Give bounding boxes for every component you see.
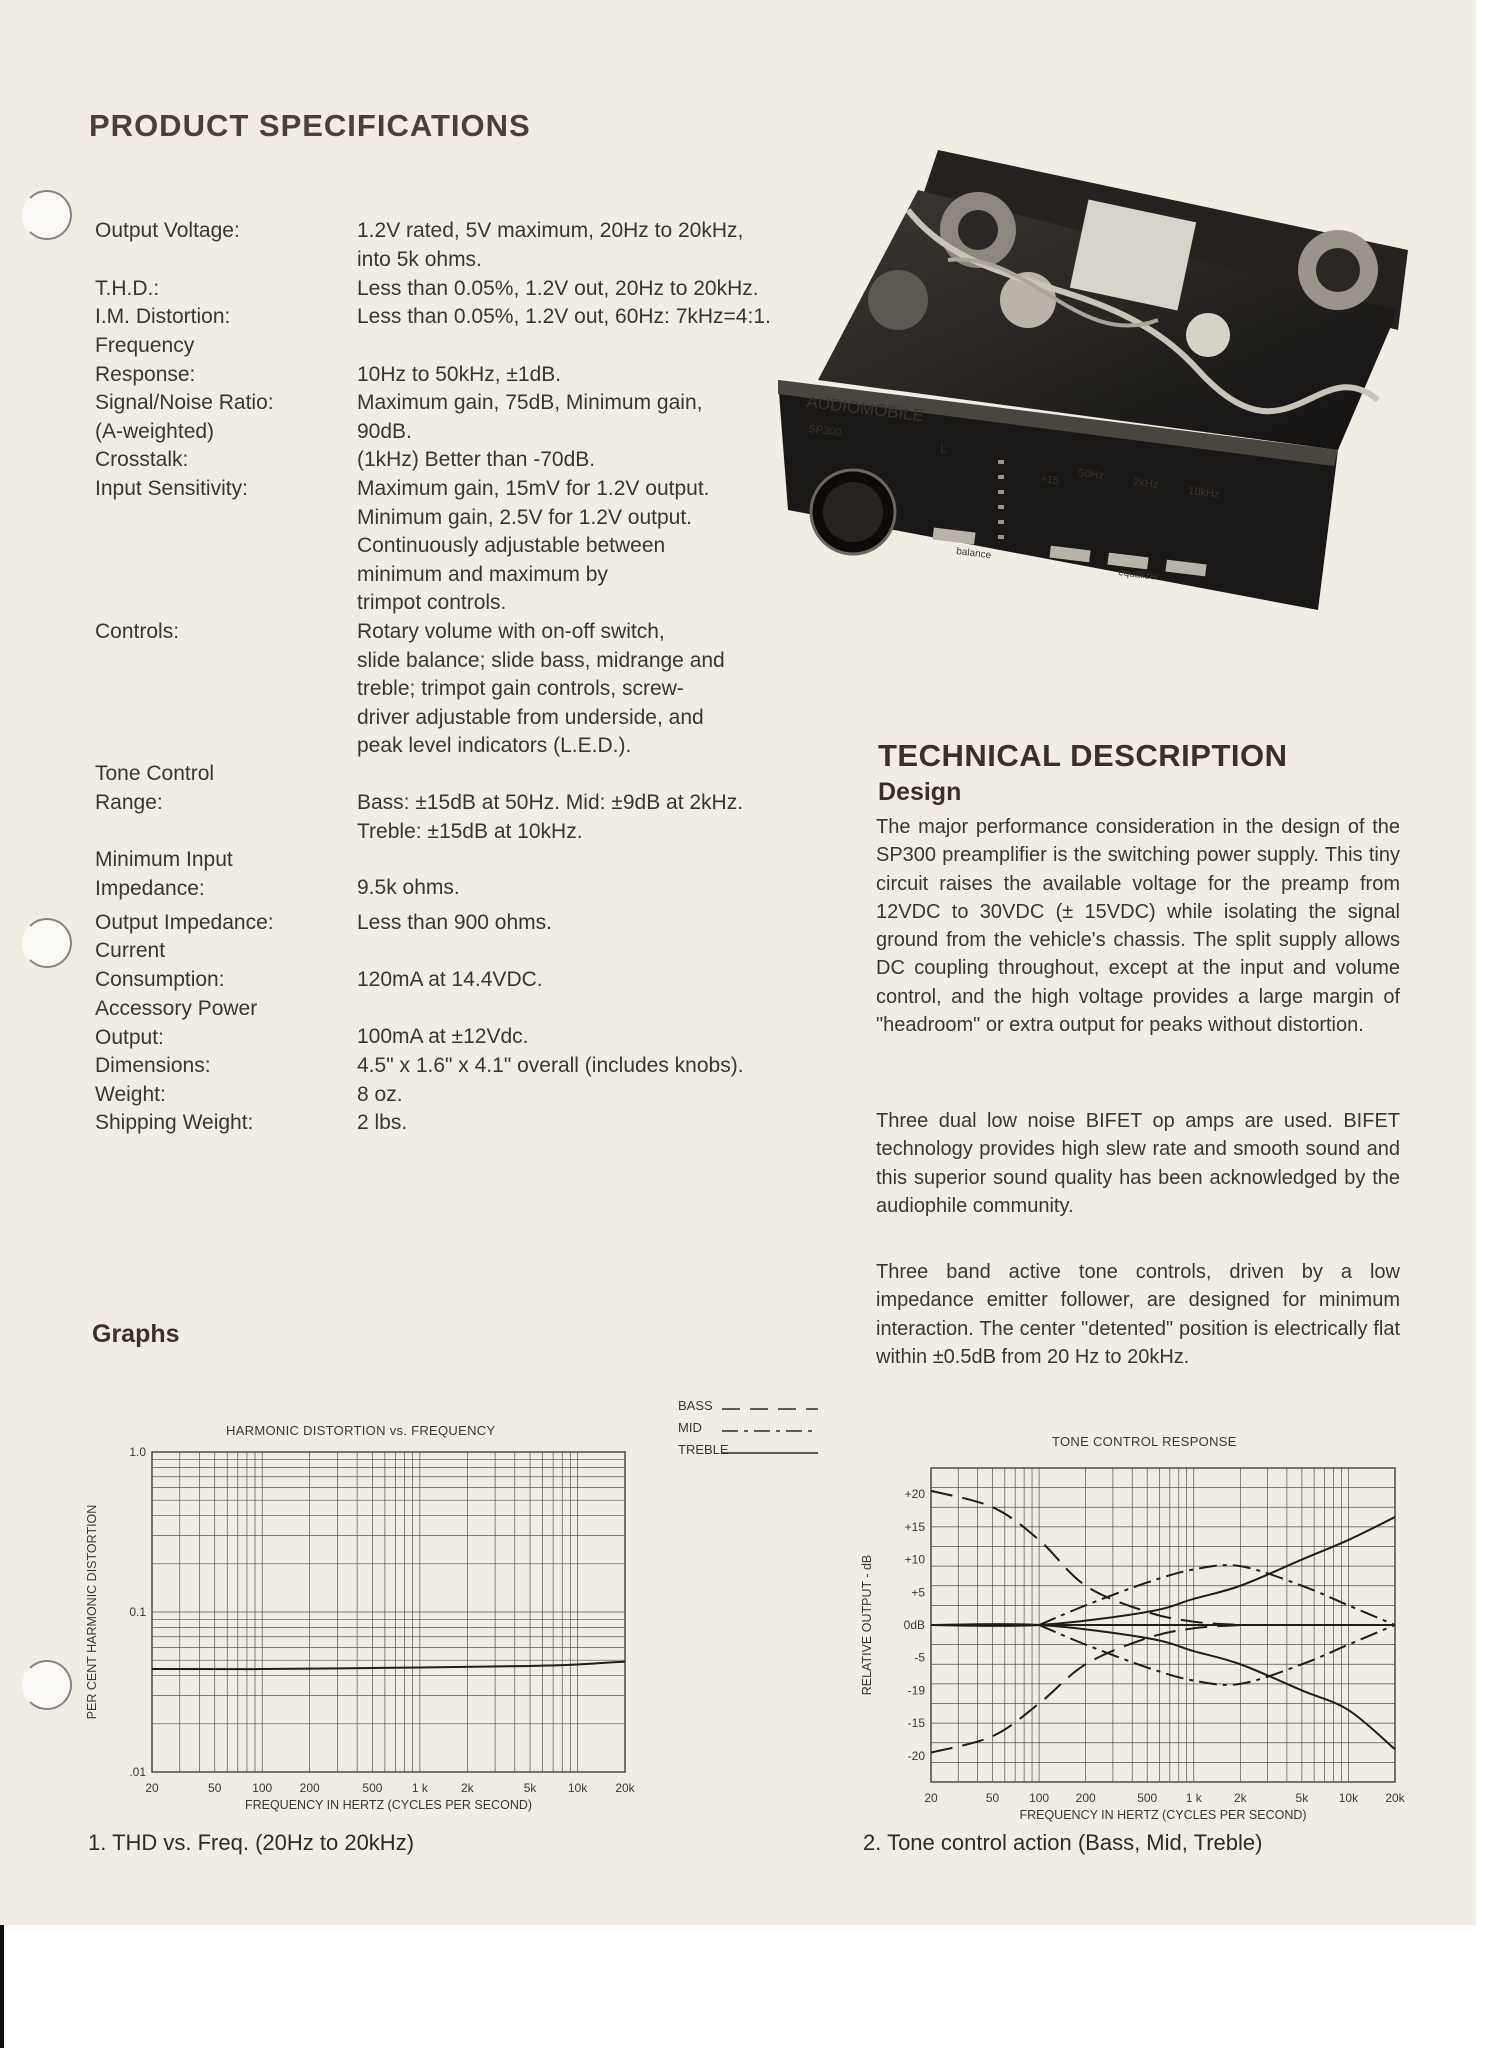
spec-value-frequency-response: 10Hz to 50kHz, ±1dB. <box>357 363 562 386</box>
series-line-treble <box>931 1624 1395 1749</box>
tone-chart-title: TONE CONTROL RESPONSE <box>1052 1434 1237 1449</box>
spec-label-accessory-power: Accessory Power Output: <box>95 997 258 1049</box>
legend-swatches <box>722 1398 828 1460</box>
photo-panel-label-balance: balance <box>955 546 992 562</box>
x-tick-label: 50 <box>985 1791 1000 1805</box>
spec-value-current-consumption: 120mA at 14.4VDC. <box>357 968 543 991</box>
page-title: PRODUCT SPECIFICATIONS <box>89 108 531 143</box>
spec-label-controls: Controls: <box>95 620 180 643</box>
spec-value-thd: Less than 0.05%, 1.2V out, 20Hz to 20kHz. <box>357 277 759 300</box>
y-tick-label: 1.0 <box>129 1445 146 1459</box>
x-tick-label: 1 k <box>1185 1791 1202 1805</box>
y-tick-label: -15 <box>907 1716 925 1731</box>
x-tick-label: 100 <box>252 1781 273 1795</box>
x-tick-label: 5k <box>523 1781 537 1795</box>
photo-panel-label-2khz: 2kHz <box>1132 476 1159 492</box>
series-line-treble <box>931 1517 1395 1626</box>
tone-chart <box>855 1450 1415 1830</box>
spec-value-input-sensitivity: Maximum gain, 15mV for 1.2V output. Minimum gain, 2.5V for 1.2V output. Continuously adjustable between minimum and maximum by trimpot controls. <box>357 477 710 615</box>
legend-label-bass: BASS <box>678 1398 713 1413</box>
y-axis-label: PER CENT HARMONIC DISTORTION <box>85 1504 99 1720</box>
photo-panel-label-plus15: +15 <box>1039 473 1060 488</box>
tone-legend <box>678 1398 828 1460</box>
spec-label-current-consumption: Current Consumption: <box>95 939 225 991</box>
spec-value-crosstalk: (1kHz) Better than -70dB. <box>357 448 596 471</box>
y-tick-label: 0dB <box>903 1618 925 1632</box>
spec-label-dimensions: Dimensions: <box>95 1054 211 1077</box>
spec-label-thd: T.H.D.: <box>95 277 160 300</box>
x-tick-label: 500 <box>362 1781 383 1795</box>
x-tick-label: 10k <box>1338 1791 1359 1805</box>
product-photo <box>778 150 1408 652</box>
spec-value-output-voltage: 1.2V rated, 5V maximum, 20Hz to 20kHz, into 5k ohms. <box>357 219 744 271</box>
spec-label-im-distortion: I.M. Distortion: <box>95 305 231 328</box>
photo-brand-label: AUDIOMOBILE <box>805 392 926 426</box>
legend-label-mid: MID <box>678 1420 702 1435</box>
design-heading: Design <box>878 778 962 806</box>
x-tick-label: 20k <box>615 1781 635 1795</box>
x-axis-label: FREQUENCY IN HERTZ (CYCLES PER SECOND) <box>244 1798 533 1812</box>
graphs-heading: Graphs <box>92 1320 180 1348</box>
spec-label-signal-noise: Signal/Noise Ratio: (A-weighted) <box>95 391 274 443</box>
series-line <box>152 1662 625 1670</box>
y-tick-label: +10 <box>904 1552 925 1567</box>
x-tick-label: 2k <box>1233 1791 1247 1805</box>
spec-value-output-impedance: Less than 900 ohms. <box>357 911 552 934</box>
y-axis-label: RELATIVE OUTPUT - dB <box>860 1554 874 1696</box>
spec-label-input-sensitivity: Input Sensitivity: <box>95 477 248 500</box>
spec-value-signal-noise: Maximum gain, 75dB, Minimum gain, 90dB. <box>357 391 703 443</box>
binder-hole-middle <box>22 918 72 968</box>
thd-chart <box>80 1440 660 1830</box>
x-tick-label: 5k <box>1295 1791 1309 1805</box>
legend-label-treble: TREBLE <box>678 1442 729 1457</box>
spec-label-shipping-weight: Shipping Weight: <box>95 1111 254 1134</box>
spec-label-output-voltage: Output Voltage: <box>95 219 240 242</box>
binder-hole-top <box>22 190 72 240</box>
y-tick-label: +15 <box>904 1519 925 1534</box>
technical-description-title: TECHNICAL DESCRIPTION <box>878 738 1288 773</box>
spec-value-controls: Rotary volume with on-off switch, slide balance; slide bass, midrange and treble; trimpot gain controls, screw- driver adjustable from underside, and peak level indicators (L.E.D.). <box>357 620 725 758</box>
scan-edge <box>0 1925 4 2048</box>
binder-hole-bottom <box>22 1660 72 1710</box>
x-tick-label: 500 <box>1137 1791 1158 1805</box>
y-tick-label: +5 <box>911 1585 925 1600</box>
spec-value-im-distortion: Less than 0.05%, 1.2V out, 60Hz: 7kHz=4:1. <box>357 305 771 328</box>
photo-model-label: SP300 <box>807 423 842 440</box>
y-tick-label: -5 <box>914 1650 925 1665</box>
x-tick-label: 200 <box>1075 1791 1096 1805</box>
y-tick-label: -19 <box>907 1683 925 1698</box>
spec-value-shipping-weight: 2 lbs. <box>357 1111 408 1134</box>
x-axis-label: FREQUENCY IN HERTZ (CYCLES PER SECOND) <box>1019 1808 1307 1822</box>
x-tick-label: 100 <box>1029 1791 1050 1805</box>
design-paragraph-1: The major performance consideration in the design of the SP300 preamplifier is the switching power supply. This tiny circuit raises the available voltage for the preamp from 12VDC to 30VDC (± 15VDC) while isolating the signal ground from the vehicle's chassis. The split supply allows DC coupling throughout, except at the input and volume control, and the high voltage provides a large margin of "headroom" or extra output for peaks without distortion. <box>876 816 1400 1037</box>
spec-label-tone-control-range: Tone Control Range: <box>95 762 215 814</box>
spec-value-min-input-impedance: 9.5k ohms. <box>357 876 460 899</box>
x-tick-label: 20 <box>145 1781 159 1795</box>
photo-panel-label-10khz: 10kHz <box>1187 485 1221 501</box>
spec-label-frequency-response: Frequency Response: <box>95 334 196 386</box>
spec-label-weight: Weight: <box>95 1083 166 1106</box>
y-tick-label: +20 <box>904 1487 925 1502</box>
x-tick-label: 1 k <box>411 1781 428 1795</box>
spec-value-dimensions: 4.5" x 1.6" x 4.1" overall (includes knobs). <box>357 1054 744 1077</box>
spec-label-crosstalk: Crosstalk: <box>95 448 189 471</box>
photo-panel-label-l: L <box>939 443 948 456</box>
photo-panel-label-equalizer: equalizer <box>1117 567 1160 583</box>
spec-value-accessory-power: 100mA at ±12Vdc. <box>357 1025 529 1048</box>
x-tick-label: 20k <box>1385 1791 1405 1805</box>
photo-panel-label-50hz: 50Hz <box>1077 467 1105 483</box>
thd-chart-caption: 1. THD vs. Freq. (20Hz to 20kHz) <box>88 1830 415 1855</box>
spec-label-min-input-impedance: Minimum Input Impedance: <box>95 848 233 900</box>
design-paragraph-3: Three band active tone controls, driven by a low impedance emitter follower, are designed for minimum interaction. The center "detented" position is electrically flat within ±0.5dB from 20 Hz to 20kHz. <box>876 1261 1400 1368</box>
x-tick-label: 2k <box>460 1781 474 1795</box>
thd-chart-title: HARMONIC DISTORTION vs. FREQUENCY <box>226 1423 496 1438</box>
tone-chart-caption: 2. Tone control action (Bass, Mid, Treble) <box>863 1830 1263 1855</box>
design-paragraph-2: Three dual low noise BIFET op amps are used. BIFET technology provides high slew rate and smooth sound and this superior sound quality has been acknowledged by the audiophile community. <box>876 1110 1400 1217</box>
x-tick-label: 20 <box>924 1791 938 1805</box>
spec-value-tone-control-range: Bass: ±15dB at 50Hz. Mid: ±9dB at 2kHz. Treble: ±15dB at 10kHz. <box>357 791 744 843</box>
y-tick-label: .01 <box>129 1765 146 1779</box>
spec-value-weight: 8 oz. <box>357 1083 403 1106</box>
y-tick-label: 0.1 <box>129 1605 146 1619</box>
spec-label-output-impedance: Output Impedance: <box>95 911 274 934</box>
x-tick-label: 50 <box>208 1781 222 1795</box>
y-tick-label: -20 <box>907 1748 925 1763</box>
x-tick-label: 10k <box>567 1781 588 1795</box>
x-tick-label: 200 <box>299 1781 320 1795</box>
